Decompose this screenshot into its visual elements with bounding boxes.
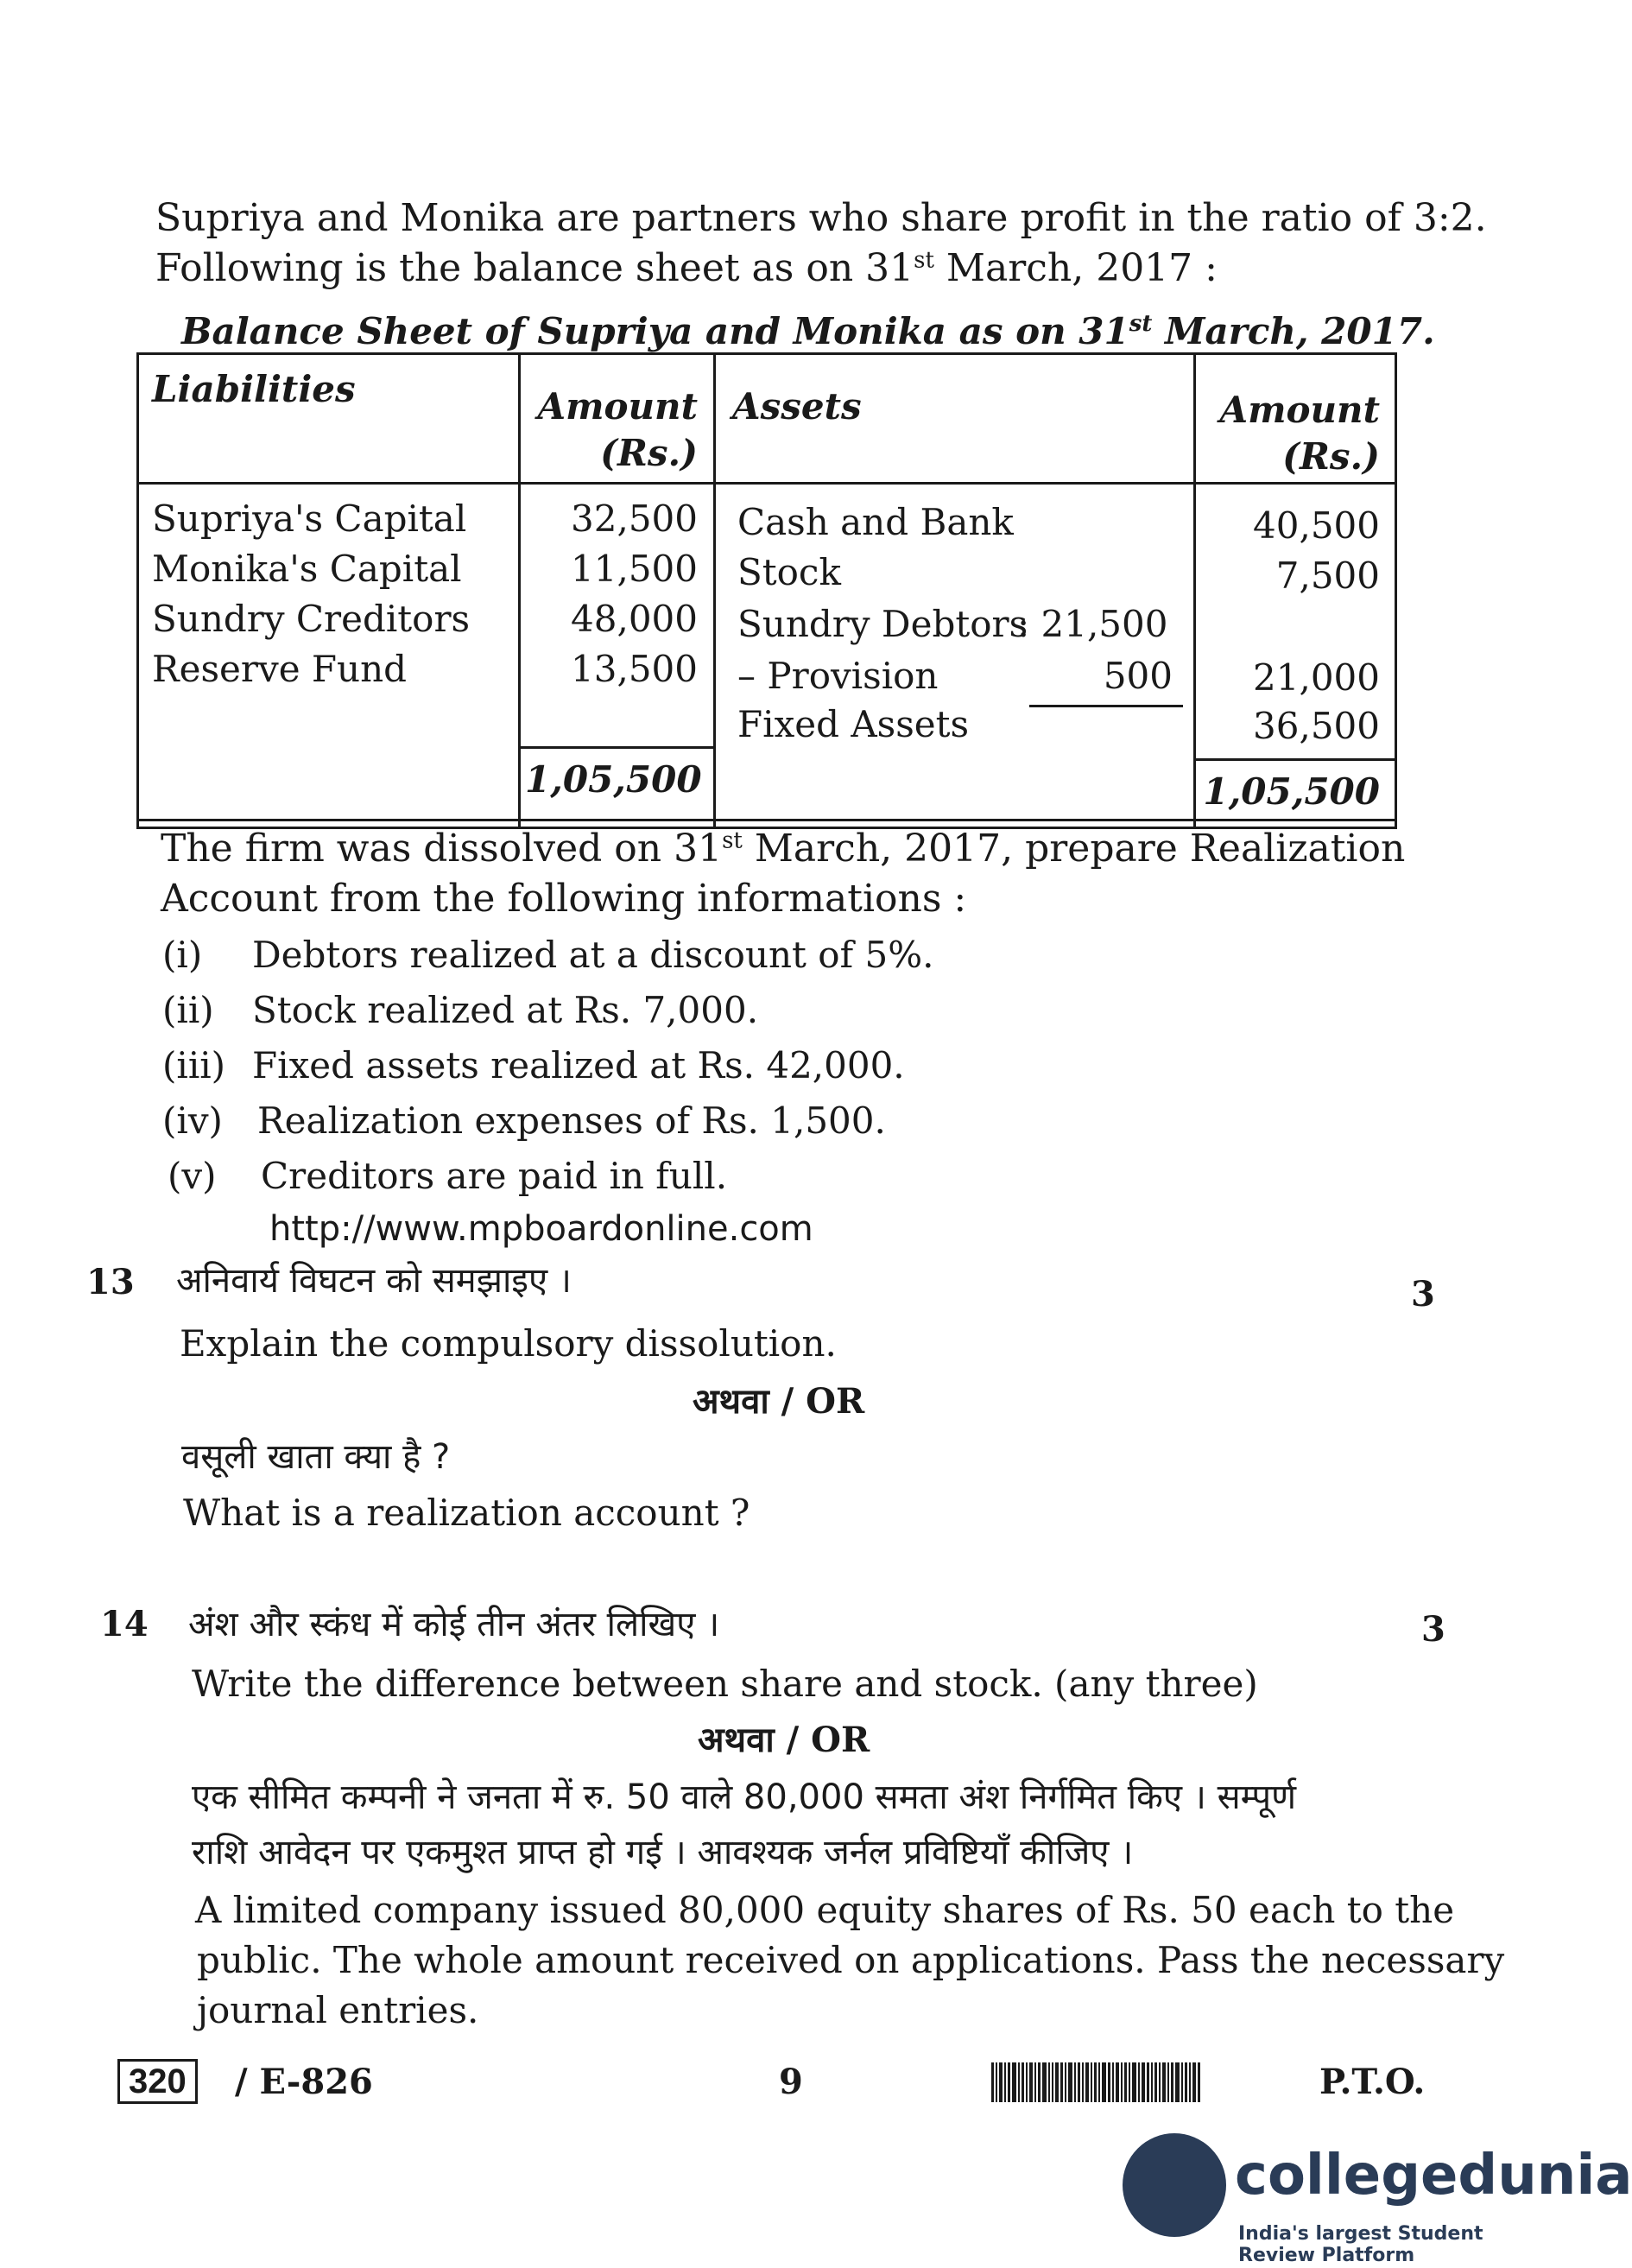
q14-english-alt-2: public. The whole amount received on applications. Pass the necessary [197,1939,1505,1981]
bs-title-b: March, 2017. [1152,310,1435,352]
liability-name: Reserve Fund [152,648,408,690]
q14-number: 14 [100,1604,149,1644]
dissolution-line-1-a: The firm was dissolved on 31 [161,827,723,871]
q13-number: 13 [86,1262,135,1302]
list-item-num: (i) [162,934,203,976]
asset-provision-amount: 21,000 [1253,656,1380,699]
header-rs-2: (Rs.) [1282,435,1380,478]
intro-line-2 [155,247,1218,291]
collegedunia-logo-text: collegedunia [1235,2144,1632,2208]
q13-hindi-alt: वसूली खाता क्या है ? [181,1437,451,1477]
header-amount-1: Amount [537,385,698,428]
bs-title-sup: st [1129,311,1153,337]
q14-marks: 3 [1421,1609,1445,1650]
q13-marks: 3 [1411,1274,1435,1315]
q14-hindi: अंश और स्कंध में कोई तीन अंतर लिखिए । [188,1605,720,1644]
q14-english-alt-1: A limited company issued 80,000 equity shares of Rs. 50 each to the [195,1889,1455,1931]
dissolution-line-1-sup: st [722,827,743,854]
asset-stock-amount: 7,500 [1275,554,1380,597]
bs-title-a: Balance Sheet of Supriya and Monika as on 31 [181,310,1129,352]
page-number: 9 [779,2062,803,2102]
asset-fixed-amount: 36,500 [1253,705,1380,747]
intro-line-2-a: Following is the balance sheet as on 31 [155,246,914,290]
list-item-num: (iv) [162,1099,223,1142]
header-amount-2: Amount [1219,389,1380,431]
liability-amount: 32,500 [571,497,698,540]
q14-hindi-alt-2: राशि आवेदन पर एकमुश्त प्राप्त हो गई । आवश्यक जर्नल प्रविष्टियाँ कीजिए । [192,1833,1134,1872]
header-rs-1: (Rs.) [600,432,698,474]
list-item-num: (v) [168,1155,217,1197]
dissolution-line-1 [161,827,1405,871]
liability-amount: 48,000 [571,598,698,640]
balance-sheet-title [181,311,1435,352]
asset-cash-name: Cash and Bank [737,501,1014,543]
list-item-text: Creditors are paid in full. [261,1155,728,1197]
liability-name: Monika's Capital [152,548,462,590]
list-item-text: Debtors realized at a discount of 5%. [252,934,934,976]
intro-line-2-sup: st [914,247,934,274]
asset-provision-sub: 500 [1103,655,1173,697]
q13-or: अथवा / OR [693,1381,865,1422]
asset-debtors-name: Sundry Debtors [737,603,1028,645]
asset-provision-name: – Provision [737,655,939,697]
intro-line-1: Supriya and Monika are partners who share profit in the ratio of 3:2. [155,196,1487,240]
collegedunia-tagline: India's largest Student Review Platform [1238,2223,1483,2266]
q13-hindi: अनिवार्य विघटन को समझाइए । [176,1261,572,1301]
asset-fixed-name: Fixed Assets [737,703,970,745]
q14-english-alt-3: journal entries. [197,1989,479,2031]
balance-sheet-table [136,352,1397,829]
dissolution-line-2: Account from the following informations : [161,877,967,921]
intro-line-2-b: March, 2017 : [933,246,1218,290]
asset-stock-name: Stock [737,551,841,593]
paper-code-box: 320 [117,2059,198,2104]
list-item-num: (ii) [162,989,214,1031]
liability-name: Sundry Creditors [152,598,471,640]
q14-or: अथवा / OR [698,1720,870,1760]
pto-label: P.T.O. [1319,2062,1426,2102]
list-item-text: Stock realized at Rs. 7,000. [252,989,759,1031]
header-assets: Assets [732,385,862,428]
liability-amount: 11,500 [571,548,698,590]
q13-english: Explain the compulsory dissolution. [180,1322,837,1365]
watermark-url: http://www.mpboardonline.com [269,1209,813,1249]
liability-amount: 13,500 [571,648,698,690]
asset-debtors-sub: : 21,500 [1017,603,1168,645]
list-item-num: (iii) [162,1044,226,1086]
q14-hindi-alt-1: एक सीमित कम्पनी ने जनता में रु. 50 वाले 80,000 समता अंश निर्गमित किए । सम्पूर्ण [192,1777,1297,1817]
total-liabilities: 1,05,500 [525,758,702,801]
q13-english-alt: What is a realization account ? [183,1492,750,1534]
asset-cash-amount: 40,500 [1253,504,1380,547]
q14-english: Write the difference between share and stock. (any three) [192,1663,1258,1705]
dissolution-line-1-b: March, 2017, prepare Realization [742,827,1406,871]
liability-name: Supriya's Capital [152,497,467,540]
total-assets: 1,05,500 [1203,770,1380,813]
paper-number: / E-826 [235,2062,373,2102]
barcode [991,2062,1287,2102]
collegedunia-logo-icon [1123,2133,1226,2237]
list-item-text: Fixed assets realized at Rs. 42,000. [252,1044,905,1086]
header-liabilities: Liabilities [152,368,356,410]
list-item-text: Realization expenses of Rs. 1,500. [257,1099,886,1142]
